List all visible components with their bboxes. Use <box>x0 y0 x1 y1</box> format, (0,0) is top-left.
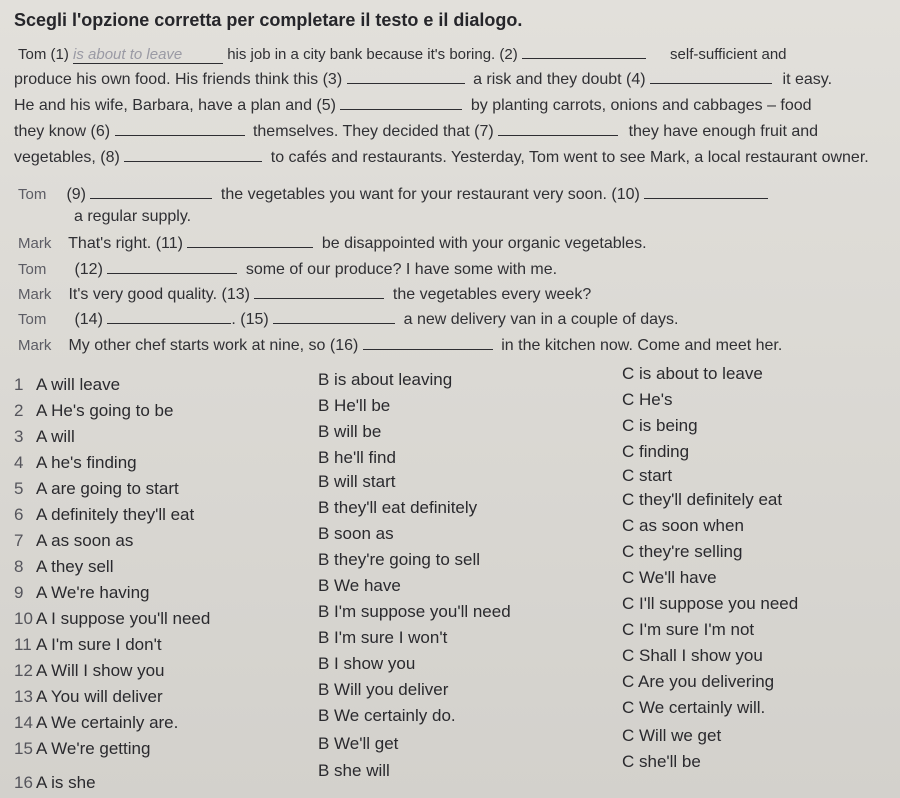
blank-11[interactable] <box>187 233 313 248</box>
passage-text: by planting carrots, onions and cabbages – food <box>470 97 812 114</box>
dialogue-line-13 <box>18 284 591 304</box>
dialogue-line-9 <box>18 184 768 204</box>
passage-text: they know (6) <box>14 123 111 140</box>
question-number: 15 <box>14 739 33 758</box>
blank-16[interactable] <box>363 335 493 350</box>
question-number: 11 <box>14 635 32 654</box>
option-4-c[interactable]: C finding <box>622 442 690 461</box>
dialogue-line-12 <box>18 259 557 279</box>
dialogue-text: the vegetables you want for your restaurant very soon. (10) <box>220 186 640 203</box>
dialogue-line-11 <box>18 233 647 253</box>
option-12-b[interactable]: B I show you <box>318 654 416 673</box>
passage-text: to cafés and restaurants. Yesterday, Tom went to see Mark, a local restaurant owner. <box>270 149 869 166</box>
option-6-b[interactable]: B they'll eat definitely <box>318 498 478 517</box>
option-2-b[interactable]: B He'll be <box>318 396 391 415</box>
option-14-c[interactable]: C We certainly will. <box>622 698 766 717</box>
option-7-b[interactable]: B soon as <box>318 524 394 543</box>
exercise-title: Scegli l'opzione corretta per completare il testo e il dialogo. <box>14 10 523 30</box>
option-text: A definitely they'll eat <box>36 505 195 524</box>
blank-2[interactable] <box>522 44 646 59</box>
option-13-b[interactable]: B Will you deliver <box>318 680 449 699</box>
dialogue-text: a regular supply. <box>74 208 192 225</box>
dialogue-text: It's very good quality. (13) <box>68 286 250 303</box>
dialogue-line-9b <box>74 208 191 226</box>
option-text: A is she <box>36 773 96 792</box>
blank-14[interactable] <box>107 309 231 324</box>
option-1-c[interactable]: C is about to leave <box>622 364 763 383</box>
dialogue-text: a new delivery van in a couple of days. <box>403 311 679 328</box>
option-16-b[interactable]: B she will <box>318 761 390 780</box>
question-number: 8 <box>14 557 24 576</box>
speaker-label: Mark <box>18 235 52 252</box>
option-14-b[interactable]: B We certainly do. <box>318 706 456 725</box>
blank-6[interactable] <box>115 121 245 136</box>
option-4-a[interactable] <box>14 453 137 473</box>
option-text: A We're having <box>36 583 150 602</box>
option-10-a[interactable] <box>14 609 210 629</box>
passage-line-3 <box>14 95 812 115</box>
dialogue-text: My other chef starts work at nine, so (16) <box>68 337 359 354</box>
option-text: A as soon as <box>36 531 134 550</box>
option-15-c[interactable]: C Will we get <box>622 726 722 745</box>
option-8-c[interactable]: C they're selling <box>622 542 743 561</box>
option-11-c[interactable]: C I'm sure I'm not <box>622 620 755 639</box>
option-6-c[interactable]: C they'll definitely eat <box>622 490 783 509</box>
dialogue-text: some of our produce? I have some with me. <box>245 261 558 278</box>
option-text: A will <box>36 427 75 446</box>
option-16-c[interactable]: C she'll be <box>622 752 701 771</box>
blank-8[interactable] <box>124 147 262 162</box>
option-2-c[interactable]: C He's <box>622 390 673 409</box>
option-text: A they sell <box>36 557 114 576</box>
speaker-label: Tom <box>18 311 47 328</box>
dialogue-text: . (15) <box>231 311 269 328</box>
question-number: 5 <box>14 479 24 498</box>
option-5-b[interactable]: B will start <box>318 472 396 491</box>
question-number: 14 <box>14 713 33 732</box>
dialogue-line-16 <box>18 335 782 355</box>
option-9-a[interactable] <box>14 583 150 603</box>
option-5-a[interactable] <box>14 479 179 499</box>
passage-line-5 <box>14 147 869 167</box>
question-number: 13 <box>14 687 33 706</box>
option-9-c[interactable]: C We'll have <box>622 568 717 587</box>
option-10-b[interactable]: B I'm suppose you'll need <box>318 602 511 621</box>
option-1-b[interactable]: B is about leaving <box>318 370 453 389</box>
option-10-c[interactable]: C I'll suppose you need <box>622 594 799 613</box>
option-4-b[interactable]: B he'll find <box>318 448 396 467</box>
option-9-b[interactable]: B We have <box>318 576 401 595</box>
option-12-c[interactable]: C Shall I show you <box>622 646 763 665</box>
dialogue-text: (14) <box>74 311 103 328</box>
option-text: A he's finding <box>36 453 137 472</box>
option-6-a[interactable] <box>14 505 194 525</box>
question-number: 10 <box>14 609 33 628</box>
passage-text: Tom (1) <box>18 46 69 63</box>
passage-text: themselves. They decided that (7) <box>252 123 494 140</box>
dialogue-text: the vegetables every week? <box>392 286 592 303</box>
option-11-a[interactable] <box>14 635 162 655</box>
option-13-a[interactable] <box>14 687 163 707</box>
option-12-a[interactable] <box>14 661 165 681</box>
speaker-label: Tom <box>18 186 47 203</box>
option-11-b[interactable]: B I'm sure I won't <box>318 628 448 647</box>
question-number: 9 <box>14 583 24 602</box>
blank-3[interactable] <box>347 69 465 84</box>
option-3-a[interactable] <box>14 427 75 447</box>
option-7-c[interactable]: C as soon when <box>622 516 744 535</box>
question-number: 1 <box>14 375 24 394</box>
blank-12[interactable] <box>107 259 237 274</box>
option-text: A Will I show you <box>36 661 165 680</box>
dialogue-text: be disappointed with your organic vegetables. <box>321 235 647 252</box>
passage-text: it easy. <box>782 71 833 88</box>
option-1-a[interactable] <box>14 375 120 395</box>
dialogue-text: That's right. (11) <box>68 235 183 252</box>
dialogue-text: (12) <box>74 261 103 278</box>
blank-15[interactable] <box>273 309 395 324</box>
option-8-a[interactable] <box>14 557 114 577</box>
passage-text: produce his own food. His friends think this (3) <box>14 71 343 88</box>
speaker-label: Mark <box>18 286 52 303</box>
option-text: A You will deliver <box>36 687 163 706</box>
speaker-label: Tom <box>18 261 47 278</box>
passage-text: a risk and they doubt (4) <box>473 71 646 88</box>
passage-line-1 <box>18 44 787 64</box>
option-text: A We're getting <box>36 739 151 758</box>
option-3-c[interactable]: C is being <box>622 416 698 435</box>
speaker-label: Mark <box>18 337 52 354</box>
blank-4[interactable] <box>650 69 772 84</box>
question-number: 7 <box>14 531 24 550</box>
passage-text: self-sufficient and <box>670 46 787 63</box>
blank-10[interactable] <box>644 184 768 199</box>
option-8-b[interactable]: B they're going to sell <box>318 550 481 569</box>
passage-text: He and his wife, Barbara, have a plan and (5) <box>14 97 336 114</box>
option-text: A He's going to be <box>36 401 174 420</box>
option-2-a[interactable] <box>14 401 173 421</box>
option-15-a[interactable] <box>14 739 150 759</box>
question-number: 3 <box>14 427 24 446</box>
option-text: A will leave <box>36 375 121 394</box>
dialogue-line-14 <box>18 309 678 329</box>
option-text: A I suppose you'll need <box>36 609 211 628</box>
option-13-c[interactable]: C Are you delivering <box>622 672 775 691</box>
blank-1-answer: is about to leave <box>73 46 223 64</box>
option-7-a[interactable] <box>14 531 133 551</box>
question-number: 2 <box>14 401 24 420</box>
blank-5[interactable] <box>340 95 462 110</box>
option-15-b[interactable]: B We'll get <box>318 734 399 753</box>
passage-line-2 <box>14 69 832 89</box>
question-number: 4 <box>14 453 24 472</box>
option-text: A are going to start <box>36 479 179 498</box>
option-text: A I'm sure I don't <box>36 635 162 654</box>
passage-line-4 <box>14 121 818 141</box>
passage-text: they have enough fruit and <box>628 123 819 140</box>
dialogue-text: in the kitchen now. Come and meet her. <box>501 337 783 354</box>
question-number: 12 <box>14 661 33 680</box>
option-text: A We certainly are. <box>36 713 179 732</box>
question-number: 6 <box>14 505 24 524</box>
passage-text: vegetables, (8) <box>14 149 120 166</box>
option-3-b[interactable]: B will be <box>318 422 382 441</box>
option-5-c[interactable]: C start <box>622 466 673 485</box>
dialogue-text: (9) <box>66 186 87 203</box>
question-number: 16 <box>14 773 33 792</box>
blank-7[interactable] <box>498 121 618 136</box>
option-16-a[interactable] <box>14 773 96 793</box>
blank-13[interactable] <box>254 284 384 299</box>
blank-9[interactable] <box>90 184 212 199</box>
passage-text: his job in a city bank because it's boring. (2) <box>227 46 518 63</box>
option-14-a[interactable] <box>14 713 178 733</box>
